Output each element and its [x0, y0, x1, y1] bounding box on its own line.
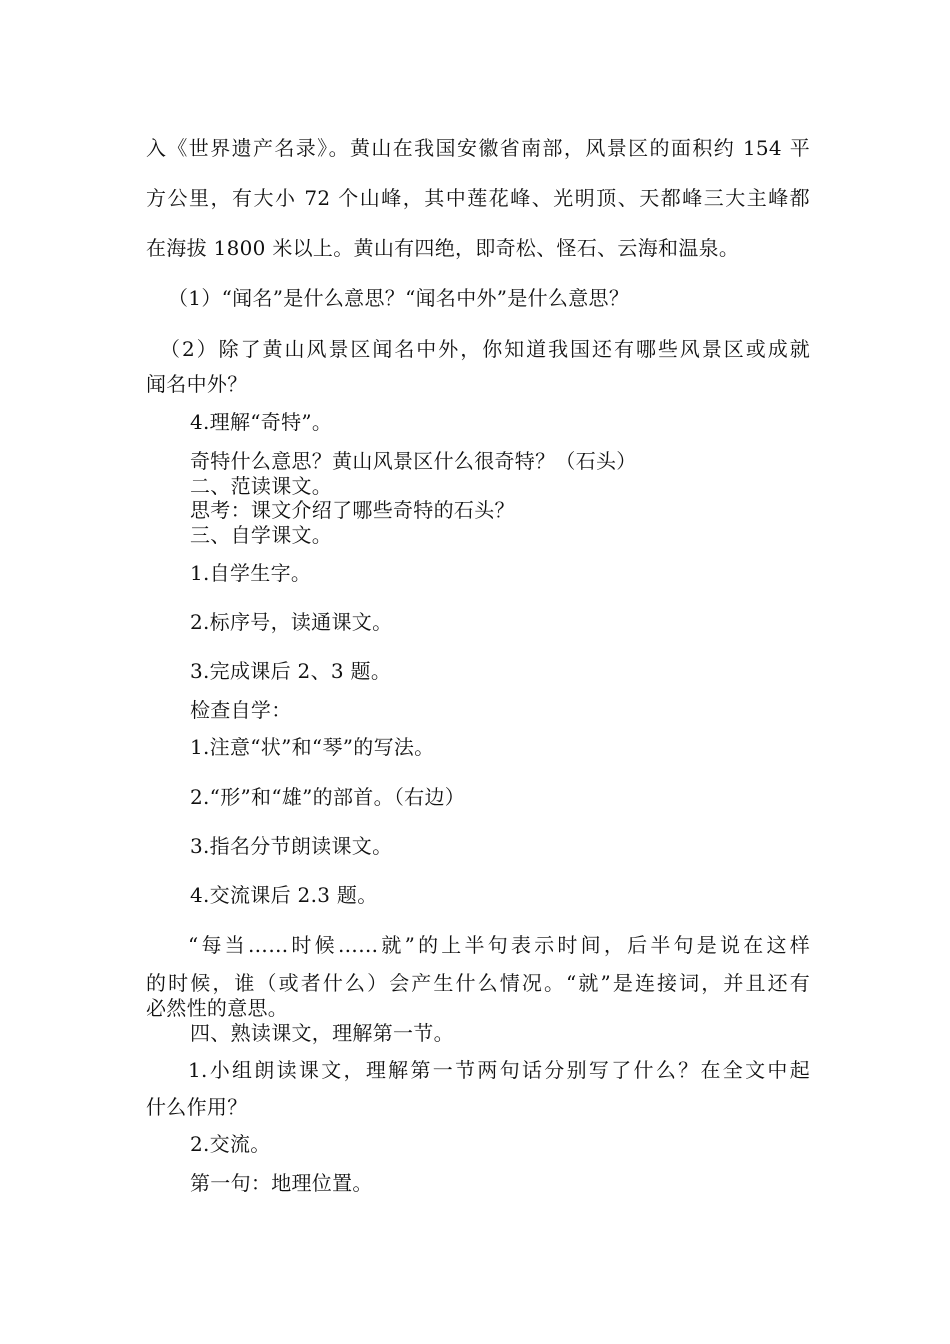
list-item: 3.完成课后 2、3 题。	[190, 659, 392, 683]
question-1: （1）“闻名”是什么意思？“闻名中外”是什么意思？	[168, 286, 630, 310]
question-2-line: 闻名中外？	[146, 372, 248, 396]
paragraph-line: 入《世界遗产名录》。黄山在我国安徽省南部，风景区的面积约 154 平	[146, 136, 810, 160]
item-understand-qite: 4.理解“奇特”。	[190, 410, 333, 434]
question-2-line: （2）除了黄山风景区闻名中外，你知道我国还有哪些风景区或成就	[160, 337, 810, 361]
think-question: 思考：课文介绍了哪些奇特的石头？	[190, 498, 515, 522]
list-item: 2.交流。	[190, 1132, 271, 1156]
list-item: 第一句：地理位置。	[190, 1171, 373, 1195]
section-heading-2: 二、范读课文。	[190, 474, 333, 498]
explain-line: 必然性的意思。	[146, 996, 289, 1020]
paragraph-line: 方公里，有大小 72 个山峰，其中莲花峰、光明顶、天都峰三大主峰都	[146, 186, 810, 210]
list-item: 3.指名分节朗读课文。	[190, 834, 393, 858]
qite-question: 奇特什么意思？黄山风景区什么很奇特？（石头）	[190, 449, 637, 473]
explain-line: 的时候，谁（或者什么）会产生什么情况。“就”是连接词，并且还有	[146, 971, 810, 995]
list-item: 4.交流课后 2.3 题。	[190, 883, 378, 907]
section-heading-3: 三、自学课文。	[190, 523, 333, 547]
check-title: 检查自学：	[190, 698, 292, 722]
list-item: 2.“形”和“雄”的部首。（右边）	[190, 785, 466, 809]
list-item: 1.注意“状”和“琴”的写法。	[190, 735, 435, 759]
explain-line: “每当……时候……就”的上半句表示时间，后半句是说在这样	[188, 933, 810, 957]
section-heading-4: 四、熟读课文，理解第一节。	[190, 1021, 454, 1045]
paragraph-line: 在海拔 1800 米以上。黄山有四绝，即奇松、怪石、云海和温泉。	[146, 236, 740, 260]
list-item: 2.标序号，读通课文。	[190, 610, 393, 634]
list-item-cont: 什么作用？	[146, 1095, 248, 1119]
list-item: 1.自学生字。	[190, 561, 312, 585]
list-item: 1.小组朗读课文，理解第一节两句话分别写了什么？在全文中起	[188, 1058, 810, 1082]
